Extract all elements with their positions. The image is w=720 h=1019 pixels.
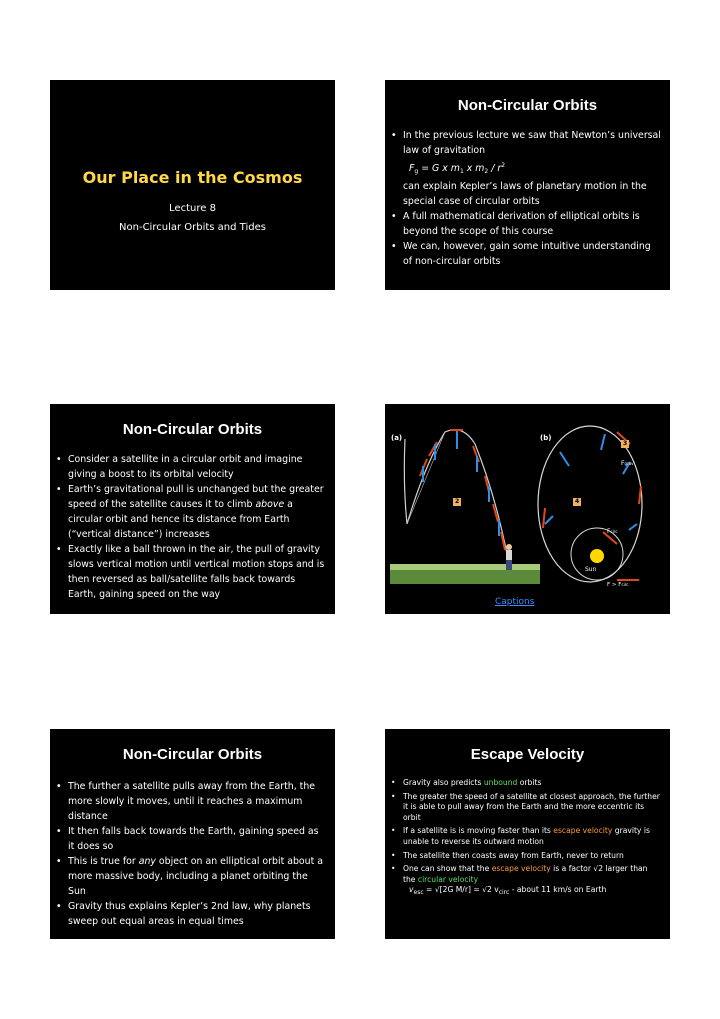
bullet-list [54,452,326,602]
bullet-list [389,128,661,269]
bullet: • If a satellite is is moving faster than its escape velocity gravity is unable to reverse its outward motion [389,826,661,847]
slide-kepler-second-law [50,729,335,939]
lecture-subtitle: Non-Circular Orbits and Tides [119,222,266,233]
person-body [506,550,512,560]
slide-title: Non-Circular Orbits [122,746,263,763]
bullet [389,128,661,209]
person-head [506,544,512,550]
panel-b-label: (b) [540,434,552,442]
bullet: • This is true for any object on an elliptical orbit about a more massive body, including a planet orbiting the Sun [54,854,324,899]
bullet: • Consider a satellite in a circular orbit and imagine giving a boost to its orbital velocity [54,452,326,482]
bullet: • The greater the speed of a satellite at closest approach, the further it is able to pull away from the Earth and the more eccentric its orbit [389,792,661,824]
bullet: • Gravity also predicts unbound orbits [389,778,661,789]
gravitation-formula: $F_g = G$ x $m_1$ x $m_2 / r^2$ [409,162,506,175]
slide-non-circular-intro [385,80,670,290]
bullet: • A full mathematical derivation of elliptical orbits is beyond the scope of this course [389,209,661,239]
velocity-arrows-red [420,430,505,550]
bullet-text: can explain Kepler’s laws of planetary motion in the special case of circular orbits [403,181,647,207]
slide-orbit-figure [385,404,670,614]
captions-link[interactable]: Captions [495,597,535,607]
bullet: • The further a satellite pulls away from the Earth, the more slowly it moves, until it reaches a maximum distance [54,779,324,824]
elliptical-orbit [538,426,642,582]
grass [390,564,540,570]
sun [590,549,604,563]
marker-2: 2 [455,498,460,505]
person-legs [506,560,512,570]
bullet: • The satellite then coasts away from Earth, never to return [389,851,661,862]
lecture-number: Lecture 8 [169,203,216,214]
bullet-text: In the previous lecture we saw that Newton’s universal law of gravitation [403,130,661,156]
bullet: • We can, however, gain some intuitive understanding of non-circular orbits [389,239,661,269]
sun-label: Sun [585,566,597,573]
bullet: • Earth’s gravitational pull is unchanged but the greater speed of the satellite causes it to climb above a circular orbit and hence its distance from Earth (“vertical distance”) increases [54,482,326,542]
ball-trajectory [404,430,507,554]
inequality-label: F > Fcirc [607,582,629,588]
bullet-list [389,778,661,902]
slide-title: Non-Circular Orbits [457,97,598,114]
marker-3: 3 [623,440,628,447]
bullet: • Gravity thus explains Kepler’s 2nd law, why planets sweep out equal areas in equal times [54,899,324,929]
orbit-gravity-arrows [545,434,637,530]
slide-title: Escape Velocity [470,746,585,763]
bullet: • It then falls back towards the Earth, gaining speed as it does so [54,824,324,854]
bullet-list [54,779,324,929]
launch-line [407,432,445,524]
bullet: • Exactly like a ball thrown in the air, the pull of gravity slows vertical motion until vertical motion stops and is then reversed as ball/satellite falls back towards Earth, gaining speed on the way [54,542,326,602]
marker-4: 4 [575,498,580,505]
escape-velocity-formula: $v_{esc} = √[2G$ M/r] = √2 $v_{circ}$ - about 11 km/s on Earth [409,885,607,897]
bullet: • One can show that the escape velocity is a factor √2 larger than the circular velocity $v_{esc} = √[2G$ M/r] = √2 $v_{circ}$ - about 11 km/s on Earth [389,864,661,899]
ground [390,570,540,584]
slide-escape-velocity [385,729,670,939]
presentation-title: Our Place in the Cosmos [82,168,303,187]
fcirc-label: Fcirc [607,528,618,535]
fgrav-label: Fgrav [621,460,634,467]
slide-boost-orbit [50,404,335,614]
slide-title [50,80,335,290]
panel-a-label: (a) [391,434,403,442]
slide-title: Non-Circular Orbits [122,421,263,438]
